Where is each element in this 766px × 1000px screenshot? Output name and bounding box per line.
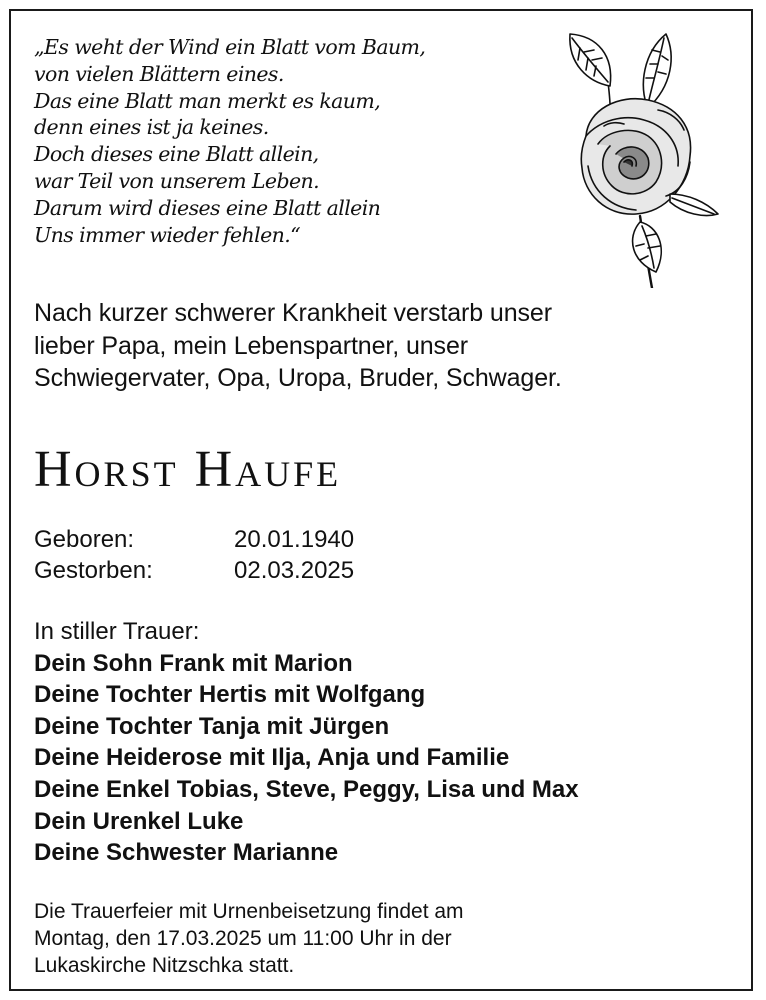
poem [34,34,504,248]
service-line: Montag, den 17.03.2025 um 11:00 Uhr in der [34,927,452,950]
poem-line: war Teil von unserem Leben. [34,168,320,193]
life-dates [34,524,354,586]
mourner-entry: Deine Schwester Marianne [34,839,339,867]
service-line: Lukaskirche Nitzschka statt. [34,954,295,977]
mourners-heading: In stiller Trauer: [34,618,200,645]
birth-date: 20.01.1940 [234,526,355,553]
announcement-line: lieber Papa, mein Lebenspartner, unser [34,331,468,360]
poem-line: Darum wird dieses eine Blatt allein [34,195,381,220]
birth-date-row [34,524,354,555]
service-line: Die Trauerfeier mit Urnenbeisetzung findet am [34,900,464,923]
death-announcement [34,297,734,395]
poem-line: „Es weht der Wind ein Blatt vom Baum, [34,35,426,59]
announcement-line: Nach kurzer schwerer Krankheit verstarb unser [34,299,552,327]
mourner-entry: Deine Tochter Tanja mit Jürgen [34,712,390,740]
poem-line: Doch dieses eine Blatt allein, [34,142,319,167]
announcement-line: Schwiegervater, Opa, Uropa, Bruder, Schwager. [34,364,562,392]
death-date: 02.03.2025 [234,557,355,584]
poem-line: Das eine Blatt man merkt es kaum, [34,88,381,113]
mourner-entry: Dein Sohn Frank mit Marion [34,649,353,677]
poem-line: Uns immer wieder fehlen.“ [34,222,301,247]
birth-label: Geboren: [34,526,135,553]
deceased-name: Horst Haufe [34,441,342,498]
funeral-service-info [34,898,464,979]
mourners-list [34,616,579,869]
death-date-row [34,555,354,586]
death-label: Gestorben: [34,557,153,584]
poem-line: von vielen Blättern eines. [34,61,284,86]
mourner-entry: Deine Enkel Tobias, Steve, Peggy, Lisa und Max [34,775,579,803]
mourner-entry: Dein Urenkel Luke [34,807,244,835]
mourner-entry: Deine Heiderose mit Ilja, Anja und Familie [34,744,510,772]
rose-icon [548,26,726,288]
poem-line: denn eines ist ja keines. [34,115,269,140]
mourner-entry: Deine Tochter Hertis mit Wolfgang [34,681,426,709]
